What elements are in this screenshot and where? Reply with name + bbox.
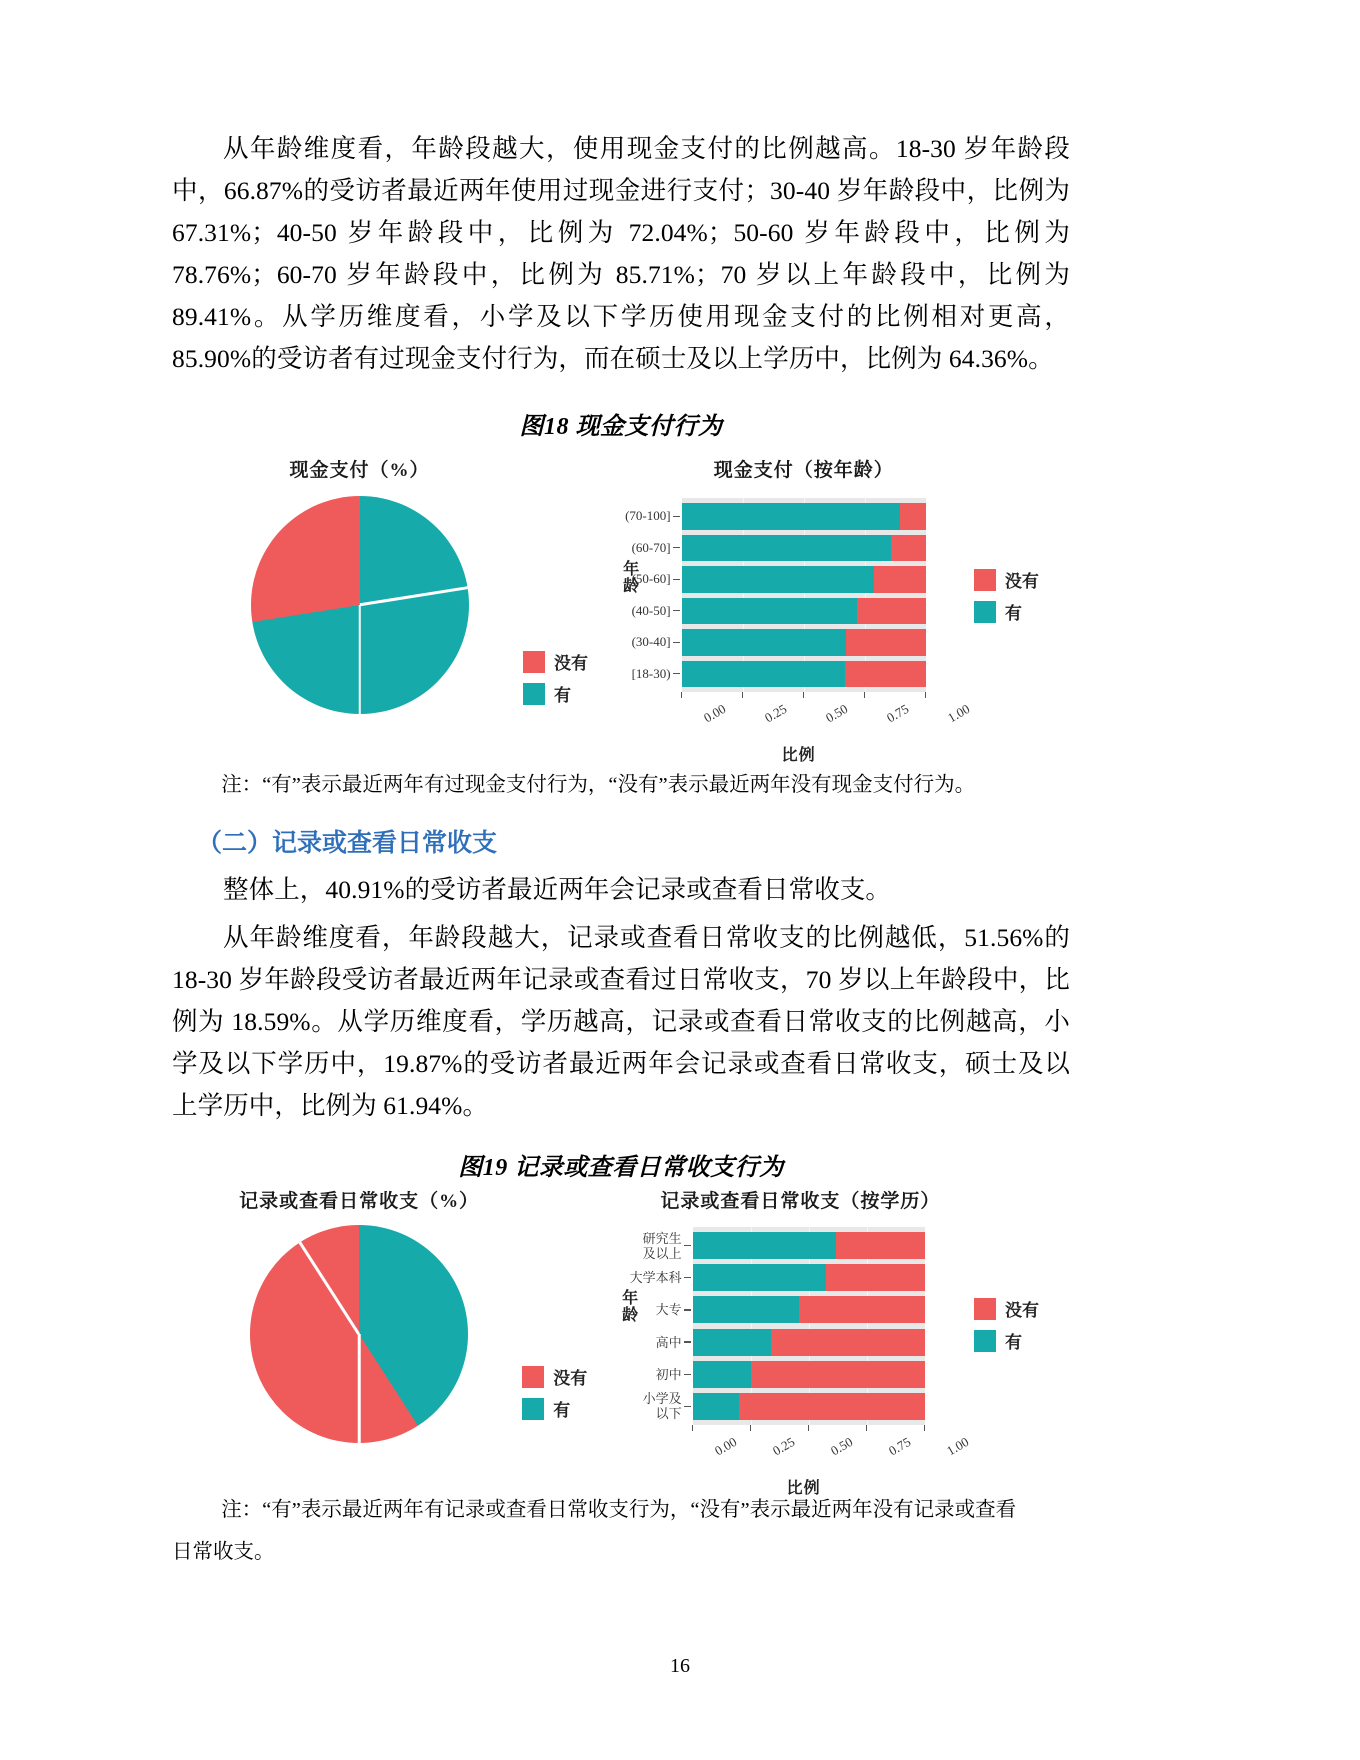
figure-18: [172, 449, 1070, 764]
bar-row: [682, 629, 926, 656]
legend-item: [522, 1396, 608, 1421]
figure-18-pie-panel: [172, 449, 523, 714]
bar-row: [682, 535, 926, 562]
bar-segment-no: [739, 1393, 925, 1420]
bar-segment-yes: [682, 503, 900, 530]
x-axis-tick-label: 0.00: [700, 701, 728, 726]
paragraph-overall-rate: 整体上，40.91%的受访者最近两年会记录或查看日常收支。: [223, 875, 892, 904]
legend-label-yes: 有: [553, 1401, 571, 1420]
bar-segment-yes: [693, 1329, 772, 1356]
page-content: [172, 128, 1070, 1568]
figure-18-y-axis-title: 年龄: [620, 560, 638, 594]
legend-item: [974, 1296, 1070, 1321]
legend-swatch-yes: [522, 1398, 544, 1420]
bar-segment-no: [900, 503, 926, 530]
figure-19-caption: 图19 记录或查看日常收支行为: [458, 1155, 784, 1181]
figure-18-x-axis-title: 比例: [781, 747, 816, 764]
figure-19-note-line-2: 日常收支。: [172, 1541, 275, 1563]
x-axis-tick-label: 1.00: [944, 701, 972, 726]
x-tick-mark: [808, 1425, 809, 1431]
bar-segment-yes: [682, 566, 874, 593]
bar-segment-yes: [682, 535, 891, 562]
paragraph-cash-payment-age: 从年龄维度看，年龄段越大，使用现金支付的比例越高。18-30 岁年龄段中，66.87%的受访者最近两年使用过现金进行支付；30-40 岁年龄段中，比例为 67.31%；40-50 岁年龄段中，比例为 72.04%；50-60 岁年龄段中，比例为 78.76%；60-70 岁年龄段中，比例为 85.71%；70 岁以上年龄段中，比例为 89.41%。从学历维度看，小学及以下学历使用现金支付的比例相对更高，85.90%的受访者有过现金支付行为，而在硕士及以上学历中，比例为 64.36%。: [172, 134, 1070, 373]
x-axis-tick-label: 1.00: [943, 1434, 971, 1459]
y-axis-tick-label: 研究生 及以上: [642, 1230, 682, 1261]
pie-slice-divider: [359, 587, 467, 607]
figure-19: [172, 1184, 1070, 1497]
x-tick-mark: [866, 1425, 867, 1431]
y-axis-tick-label: 高中: [655, 1334, 682, 1350]
legend-item: [974, 599, 1070, 624]
figure-19-pie-wrap: [196, 1225, 522, 1443]
figure-19-pie-panel: [172, 1184, 522, 1443]
figure-19-pie-legend-holder: [522, 1184, 608, 1421]
bar-segment-yes: [693, 1232, 837, 1259]
y-axis-tick-label: 初中: [655, 1366, 682, 1382]
bar-row: [682, 661, 926, 688]
legend-item: [974, 567, 1070, 592]
figure-19-bar-plot: [629, 1227, 971, 1459]
bar-segment-yes: [682, 598, 858, 625]
y-axis-tick-label: (40-50]: [631, 602, 671, 618]
bar-segment-no: [845, 661, 926, 688]
figure-18-bar-title: 现金支付（按年龄）: [713, 460, 894, 481]
bar-row: [693, 1361, 925, 1388]
legend-swatch-no: [523, 651, 545, 673]
bar-segment-no: [771, 1329, 924, 1356]
y-axis-tick-label: (50-60]: [631, 571, 671, 587]
bar-segment-no: [826, 1264, 925, 1291]
x-tick-mark: [924, 1425, 925, 1431]
legend-label-no: 没有: [1005, 1301, 1040, 1320]
bar-segment-no: [874, 566, 926, 593]
legend-swatch-no: [522, 1366, 544, 1388]
x-axis-tick-label: 0.75: [883, 701, 911, 726]
section-heading-daily-income-expense: （二）记录或查看日常收支: [197, 830, 498, 857]
x-tick-mark: [925, 692, 926, 698]
figure-19-bar-title: 记录或查看日常收支（按学历）: [660, 1191, 941, 1212]
legend-label-yes: 有: [1004, 604, 1022, 623]
x-axis-tick-label: 0.50: [827, 1434, 855, 1459]
bar-segment-yes: [682, 661, 845, 688]
legend-label-yes: 有: [554, 686, 572, 705]
figure-18-pie: [251, 496, 469, 714]
bar-row: [693, 1329, 925, 1356]
legend-item: [974, 1328, 1070, 1353]
figure-18-bar-panel: [610, 449, 972, 764]
x-axis-tick-label: 0.25: [769, 1434, 797, 1459]
pie-slice-divider: [358, 605, 361, 714]
figure-18-pie-wrap: [196, 496, 523, 714]
figure-18-pie-legend-holder: [523, 449, 610, 706]
bar-row: [682, 566, 926, 593]
legend-swatch-no: [974, 569, 996, 591]
figure-19-bar-legend: [974, 1296, 1070, 1353]
legend-item: [522, 1364, 608, 1389]
legend-swatch-yes: [974, 601, 996, 623]
x-tick-mark: [742, 692, 743, 698]
legend-label-yes: 有: [1005, 1333, 1023, 1352]
figure-18-pie-title: 现金支付（%）: [289, 460, 430, 481]
bar-row: [693, 1264, 925, 1291]
figure-19-x-axis-title: 比例: [786, 1480, 821, 1497]
figure-18-caption: 图18 现金支付行为: [519, 414, 723, 440]
figure-18-pie-legend: [523, 649, 610, 706]
figure-19-pie-title: 记录或查看日常收支（%）: [239, 1191, 480, 1212]
figure-19-pie-legend: [522, 1364, 608, 1421]
bar-row: [693, 1296, 925, 1323]
legend-item: [523, 681, 610, 706]
x-axis-tick-label: 0.75: [885, 1434, 913, 1459]
legend-label-no: 没有: [554, 654, 589, 673]
bar-segment-no: [751, 1361, 925, 1388]
figure-19-note-line-1: 注：“有”表示最近两年有记录或查看日常收支行为，“没有”表示最近两年没有记录或查看: [221, 1499, 1017, 1521]
y-axis-tick-label: 小学及 以下: [642, 1391, 682, 1422]
bar-segment-yes: [693, 1393, 739, 1420]
bar-segment-no: [846, 629, 926, 656]
x-axis-tick-label: 0.00: [711, 1434, 739, 1459]
legend-swatch-no: [974, 1298, 996, 1320]
bar-segment-yes: [693, 1361, 751, 1388]
legend-label-no: 没有: [553, 1369, 588, 1388]
x-axis-tick-label: 0.25: [761, 701, 789, 726]
figure-19-pie: [250, 1225, 468, 1443]
y-axis-tick-label: 大专: [655, 1302, 682, 1318]
page-number: 16: [670, 1655, 690, 1677]
y-axis-tick-label: (30-40]: [631, 634, 671, 650]
bar-row: [682, 598, 926, 625]
bar-row: [693, 1232, 925, 1259]
bar-segment-yes: [682, 629, 846, 656]
bar-segment-no: [799, 1296, 924, 1323]
legend-swatch-yes: [523, 683, 545, 705]
x-tick-mark: [864, 692, 865, 698]
x-tick-mark: [750, 1425, 751, 1431]
figure-19-bar-legend-holder: [954, 1184, 1070, 1353]
legend-label-no: 没有: [1004, 572, 1039, 591]
bar-segment-yes: [693, 1296, 800, 1323]
figure-18-note: 注：“有”表示最近两年有过现金支付行为，“没有”表示最近两年没有现金支付行为。: [221, 774, 976, 796]
bar-segment-no: [857, 598, 925, 625]
pie-slice-divider: [358, 1334, 361, 1443]
bar-row: [682, 503, 926, 530]
x-tick-mark: [803, 692, 804, 698]
y-axis-tick-label: (70-100]: [625, 508, 671, 524]
legend-item: [523, 649, 610, 674]
x-tick-mark: [681, 692, 682, 698]
figure-18-bar-legend: [974, 567, 1070, 624]
legend-swatch-yes: [974, 1330, 996, 1352]
figure-19-bar-panel: [609, 1184, 971, 1497]
bar-segment-no: [836, 1232, 924, 1259]
y-axis-tick-label: [18-30): [631, 665, 671, 681]
bar-segment-yes: [693, 1264, 826, 1291]
y-axis-tick-label: 大学本科: [629, 1270, 682, 1286]
paragraph-by-age-and-education: 从年龄维度看，年龄段越大，记录或查看日常收支的比例越低，51.56%的 18-30 岁年龄段受访者最近两年记录或查看过日常收支，70 岁以上年龄段中，比例为 18.59%。从学历维度看，学历越高，记录或查看日常收支的比例越高，小学及以下学历中，19.87%的受访者最近两年会记录或查看日常收支，硕士及以上学历中，比例为 61.94%。: [172, 923, 1070, 1120]
bar-segment-no: [891, 535, 926, 562]
y-axis-tick-label: (60-70]: [631, 539, 671, 555]
figure-18-bar-legend-holder: [956, 449, 1070, 624]
pie-slice-divider: [299, 1242, 360, 1335]
x-axis-tick-label: 0.50: [822, 701, 850, 726]
x-tick-mark: [692, 1425, 693, 1431]
bar-row: [693, 1393, 925, 1420]
figure-19-y-axis-title: 年龄: [619, 1289, 637, 1323]
